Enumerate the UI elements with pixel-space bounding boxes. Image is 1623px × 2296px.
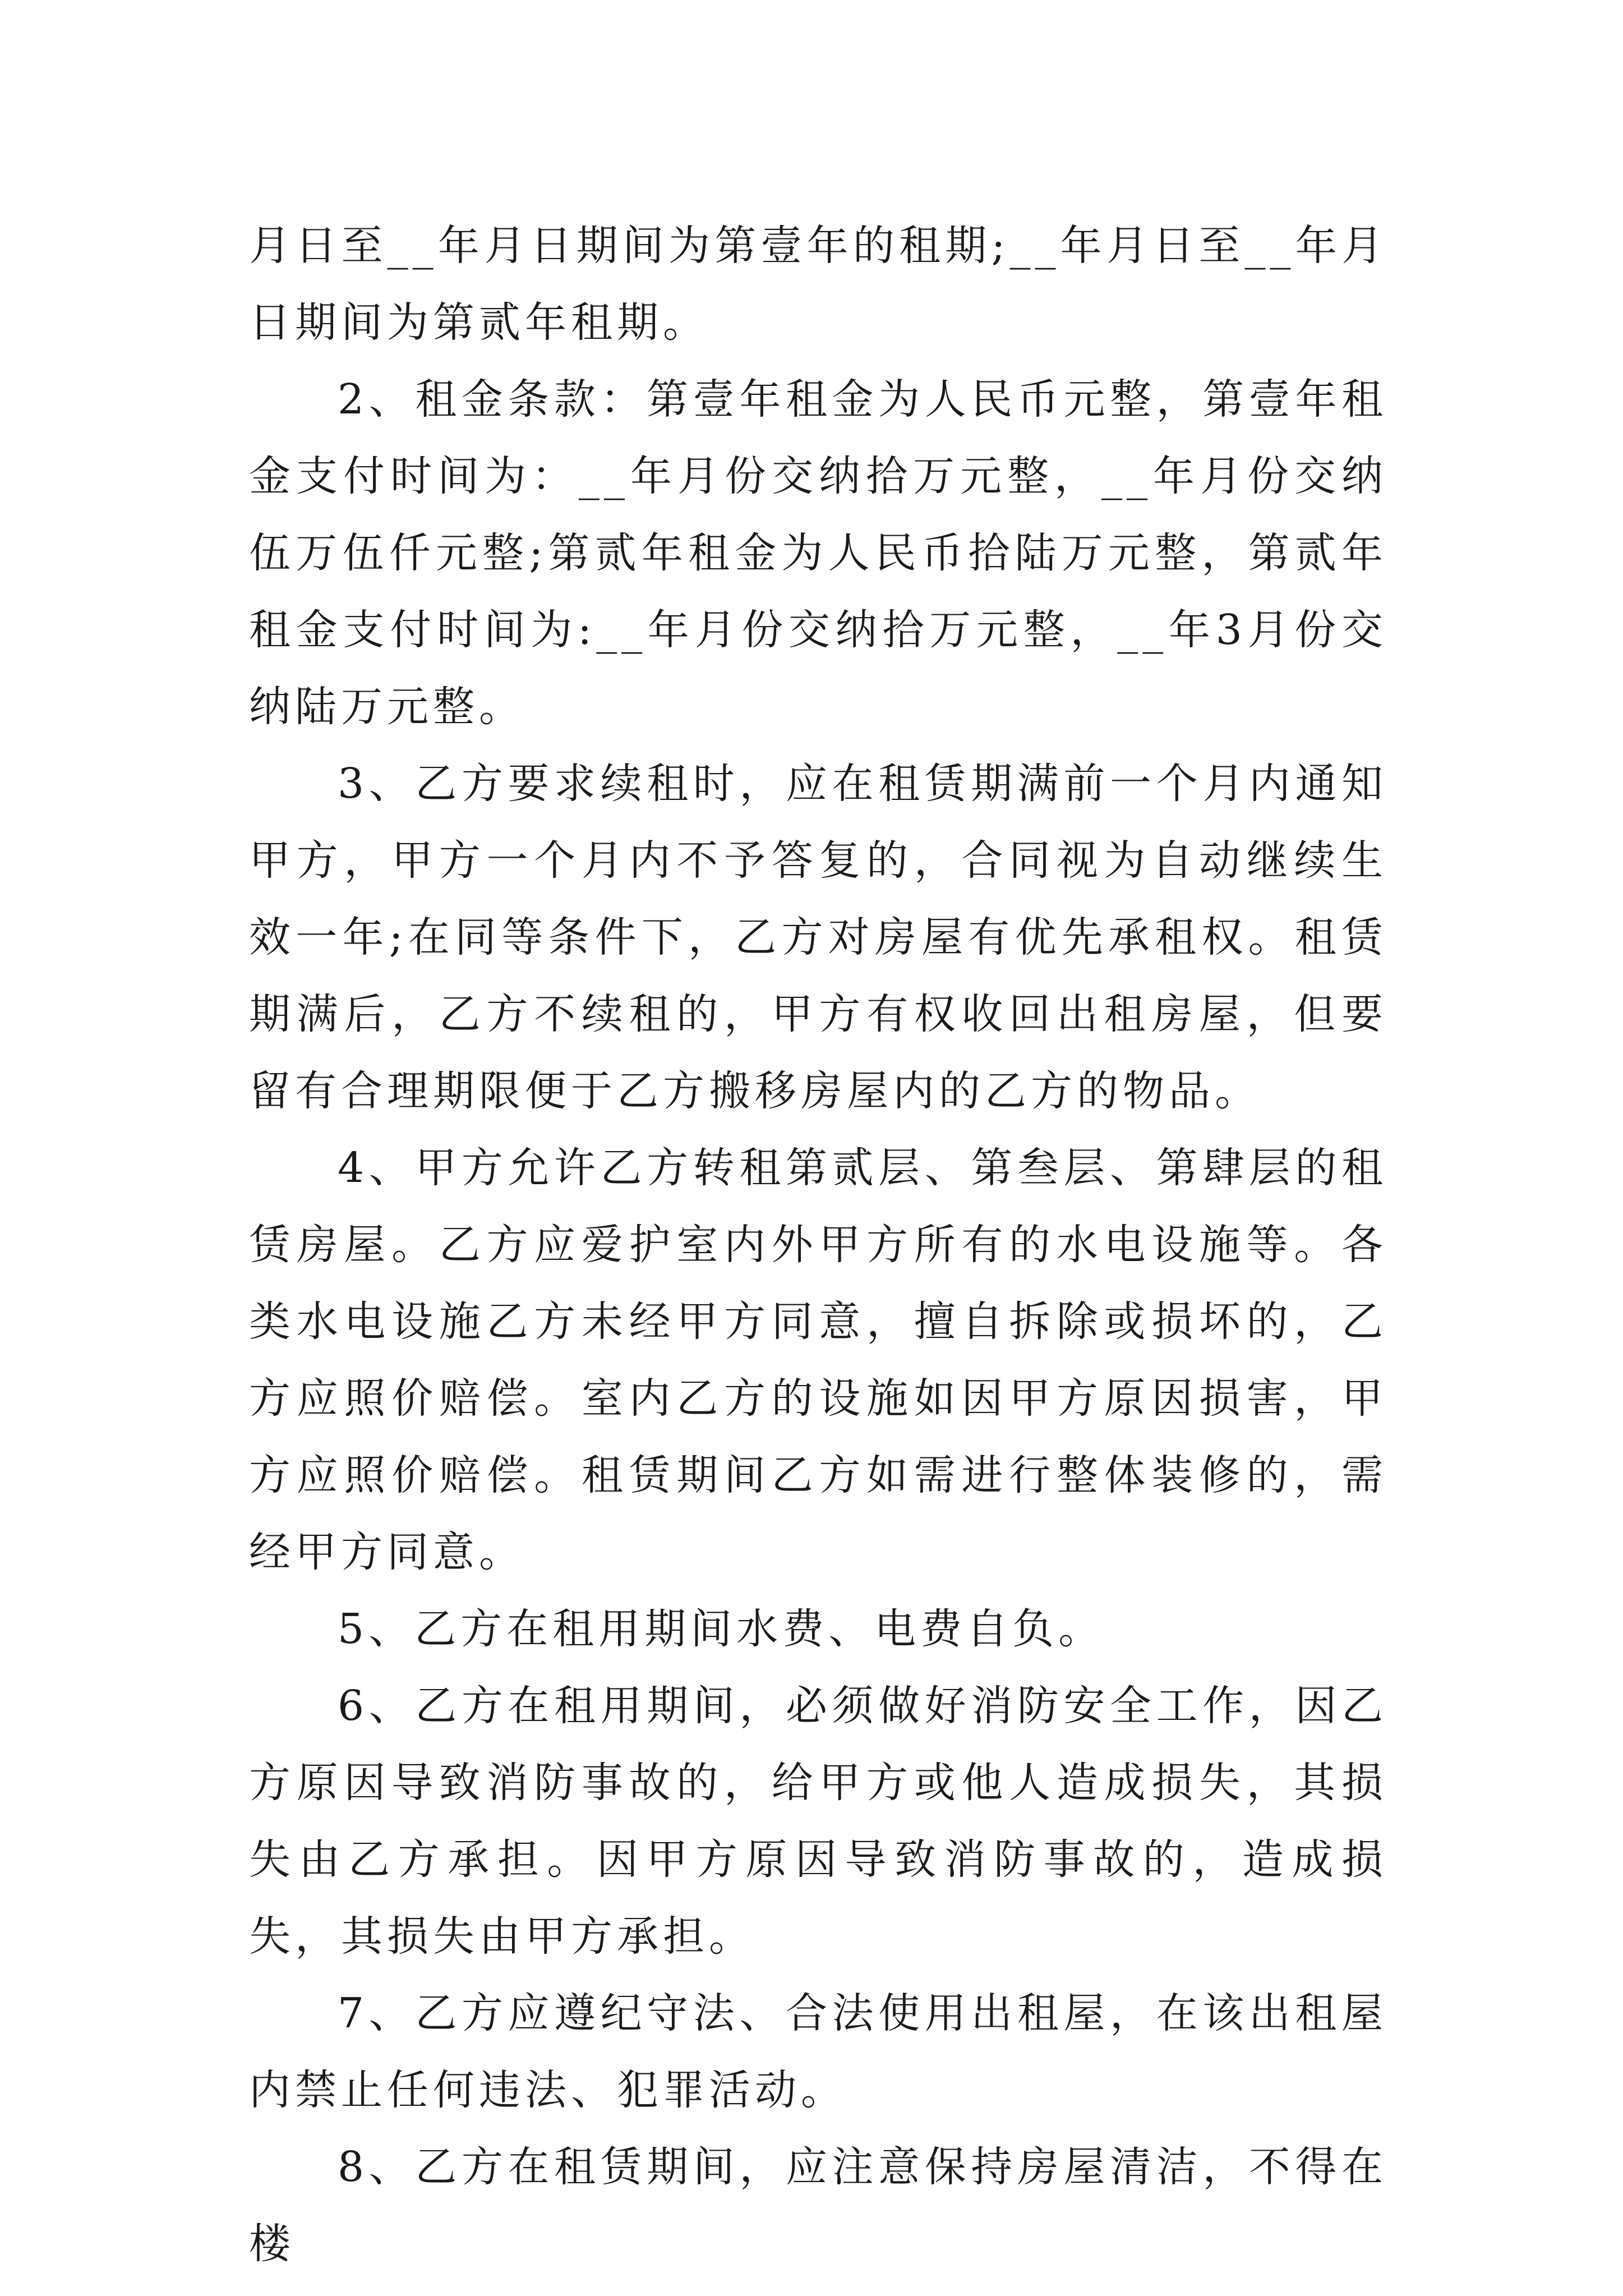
contract-body: [249, 208, 1387, 2283]
paragraph-clause-6: 6、乙方在租用期间，必须做好消防安全工作，因乙方原因导致消防事故的，给甲方或他人造成损失，其损失由乙方承担。因甲方原因导致消防事故的，造成损失，其损失由甲方承担。: [249, 1682, 1387, 1961]
paragraph-continuation: 月日至__年月日期间为第壹年的租期;__年月日至__年月日期间为第贰年租期。: [249, 222, 1387, 347]
paragraph-clause-2: 2、租金条款：第壹年租金为人民币元整，第壹年租金支付时间为：__年月份交纳拾万元整，__年月份交纳伍万伍仟元整;第贰年租金为人民币拾陆万元整，第贰年租金支付时间为:__年月份交纳拾万元整，__年3月份交纳陆万元整。: [249, 375, 1387, 731]
paragraph-clause-5: 5、乙方在租用期间水费、电费自负。: [338, 1605, 1105, 1653]
paragraph-clause-7: 7、乙方应遵纪守法、合法使用出租屋，在该出租屋内禁止任何违法、犯罪活动。: [249, 1989, 1387, 2114]
paragraph-clause-3: 3、乙方要求续租时，应在租赁期满前一个月内通知甲方，甲方一个月内不予答复的，合同视为自动继续生效一年;在同等条件下，乙方对房屋有优先承租权。租赁期满后，乙方不续租的，甲方有权收回出租房屋，但要留有合理期限便于乙方搬移房屋内的乙方的物品。: [249, 760, 1387, 1115]
paragraph-clause-4: 4、甲方允许乙方转租第贰层、第叁层、第肆层的租赁房屋。乙方应爱护室内外甲方所有的水电设施等。各类水电设施乙方未经甲方同意，擅自拆除或损坏的，乙方应照价赔偿。室内乙方的设施如因甲方原因损害，甲方应照价赔偿。租赁期间乙方如需进行整体装修的，需经甲方同意。: [249, 1144, 1387, 1576]
paragraph-clause-8: 8、乙方在租赁期间，应注意保持房屋清洁，不得在楼: [249, 2143, 1387, 2268]
